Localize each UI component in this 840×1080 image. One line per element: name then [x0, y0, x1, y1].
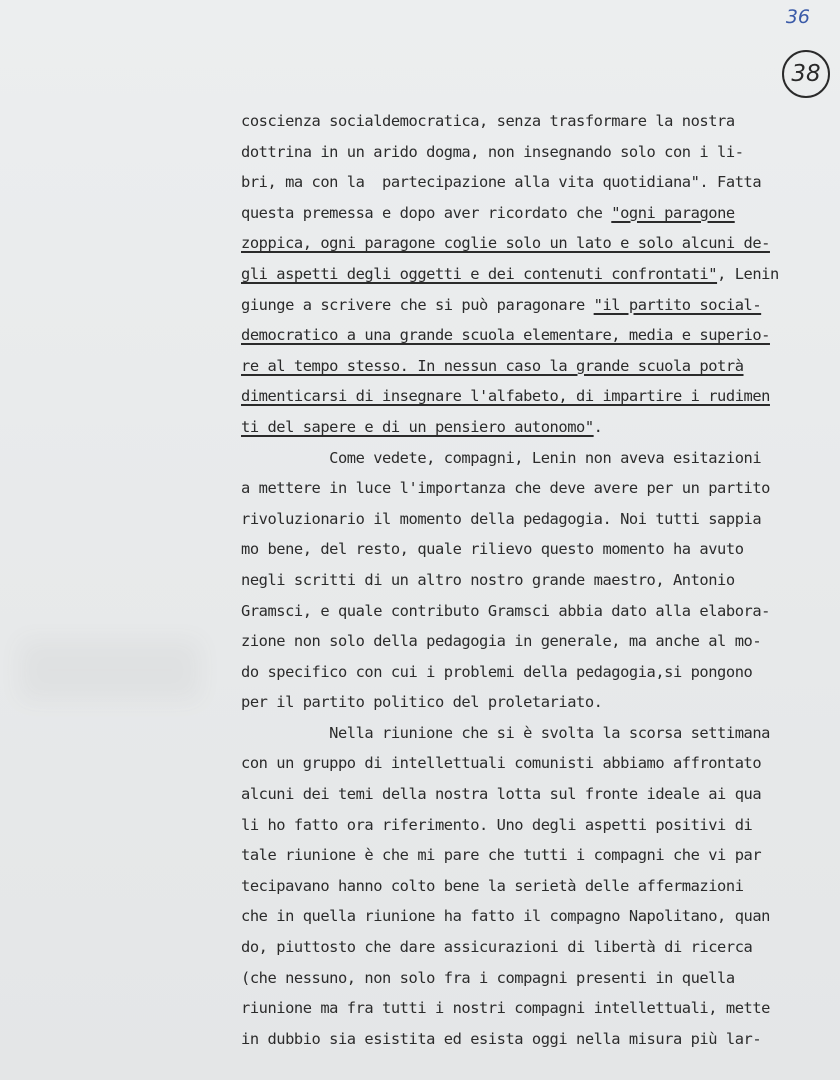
underlined-quote: dimenticarsi di insegnare l'alfabeto, di impartire i rudimen	[241, 387, 770, 406]
underlined-quote: "ogni paragone	[611, 203, 735, 222]
text-segment: do, piuttosto che dare assicurazioni di libertà di ricerca	[241, 938, 753, 957]
text-segment: alcuni dei temi della nostra lotta sul fronte ideale ai qua	[241, 785, 762, 804]
text-segment: (che nessuno, non solo fra i compagni presenti in quella	[241, 968, 735, 987]
text-segment: do specifico con cui i problemi della pedagogia,si pongono	[241, 662, 753, 681]
text-line	[241, 473, 836, 504]
text-segment: mo bene, del resto, quale rilievo questo momento ha avuto	[241, 540, 744, 559]
text-segment: rivoluzionario il momento della pedagogia. Noi tutti sappia	[241, 509, 762, 528]
text-line	[241, 1024, 836, 1055]
text-segment: per il partito politico del proletariato.	[241, 693, 603, 712]
text-line	[241, 565, 836, 596]
text-segment: con un gruppo di intellettuali comunisti abbiamo affrontato	[241, 754, 762, 773]
text-segment: che in quella riunione ha fatto il compagno Napolitano, quan	[241, 907, 770, 926]
text-line	[241, 626, 836, 657]
text-line	[241, 534, 836, 565]
text-line	[241, 748, 836, 779]
text-segment: Nella riunione che si è svolta la scorsa settimana	[241, 723, 770, 742]
archive-number: 36	[785, 6, 810, 28]
text-line	[241, 901, 836, 932]
text-line	[241, 810, 836, 841]
text-line	[241, 228, 836, 259]
text-line	[241, 840, 836, 871]
page-number: 38	[791, 61, 821, 87]
text-line	[241, 412, 836, 443]
text-segment: coscienza socialdemocratica, senza trasformare la nostra	[241, 112, 735, 130]
text-line	[241, 718, 836, 749]
circled-page-number	[782, 50, 830, 98]
text-line	[241, 381, 836, 412]
text-segment: riunione ma fra tutti i nostri compagni intellettuali, mette	[241, 999, 770, 1018]
text-line	[241, 687, 836, 718]
text-segment: .	[593, 417, 603, 436]
text-line	[241, 259, 836, 290]
text-line	[241, 167, 836, 198]
text-segment: in dubbio sia esistita ed esista oggi nella misura più lar-	[241, 1029, 762, 1048]
text-line	[241, 932, 836, 963]
underlined-quote: gli aspetti degli oggetti e dei contenuti confrontati"	[241, 264, 718, 283]
text-segment: dottrina in un arido dogma, non insegnando solo con i li-	[241, 142, 744, 161]
text-line	[241, 963, 836, 994]
text-segment: li ho fatto ora riferimento. Uno degli aspetti positivi di	[241, 815, 753, 834]
text-line	[241, 351, 836, 382]
text-line	[241, 290, 836, 321]
text-segment: tale riunione è che mi pare che tutti i compagni che vi par	[241, 846, 762, 865]
text-segment: Come vedete, compagni, Lenin non aveva esitazioni	[241, 448, 762, 467]
underlined-quote: "il partito social-	[593, 295, 762, 314]
underlined-quote: democratico a una grande scuola elementare, media e superio-	[241, 326, 770, 345]
text-line	[241, 443, 836, 474]
underlined-quote: ti del sapere e di un pensiero autonomo"	[241, 417, 594, 436]
text-segment: Gramsci, e quale contributo Gramsci abbia dato alla elabora-	[241, 601, 770, 620]
text-line	[241, 106, 836, 137]
typewritten-body	[241, 106, 836, 1054]
text-line	[241, 657, 836, 688]
text-line	[241, 871, 836, 902]
text-segment: zione non solo della pedagogia in generale, ma anche al mo-	[241, 632, 762, 651]
text-segment: questa premessa e dopo aver ricordato che	[241, 203, 612, 222]
text-line	[241, 198, 836, 229]
text-segment: tecipavano hanno colto bene la serietà delle affermazioni	[241, 876, 744, 895]
text-segment: negli scritti di un altro nostro grande maestro, Antonio	[241, 570, 735, 589]
text-segment: , Lenin	[717, 264, 779, 283]
text-line	[241, 504, 836, 535]
text-segment: giunge a scrivere che si può paragonare	[241, 295, 594, 314]
underlined-quote: re al tempo stesso. In nessun caso la grande scuola potrà	[241, 356, 744, 375]
text-line	[241, 596, 836, 627]
text-line	[241, 137, 836, 168]
text-segment: bri, ma con la partecipazione alla vita quotidiana". Fatta	[241, 173, 762, 192]
text-line	[241, 993, 836, 1024]
text-line	[241, 320, 836, 351]
text-line	[241, 779, 836, 810]
underlined-quote: zoppica, ogni paragone coglie solo un lato e solo alcuni de-	[241, 234, 770, 253]
text-segment: a mettere in luce l'importanza che deve avere per un partito	[241, 479, 770, 498]
paper-stain	[20, 640, 200, 700]
